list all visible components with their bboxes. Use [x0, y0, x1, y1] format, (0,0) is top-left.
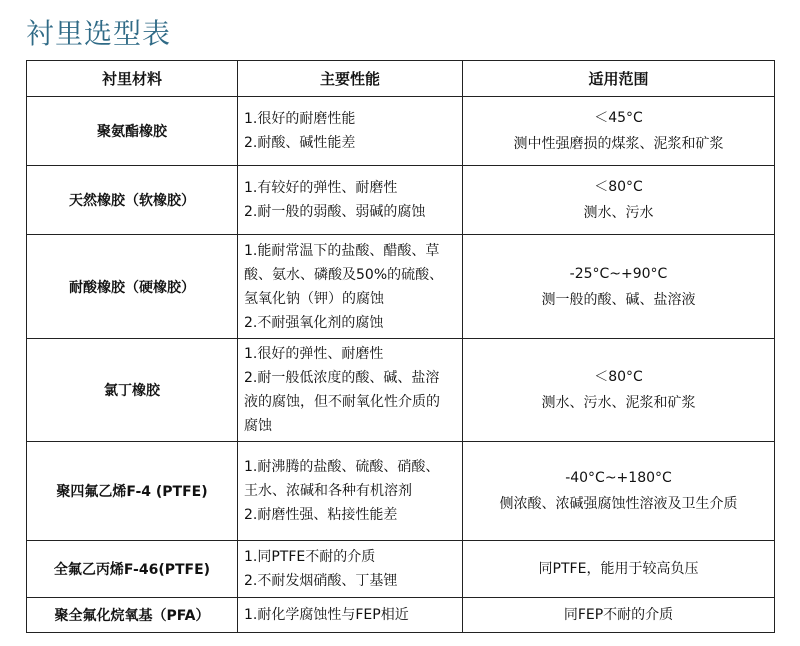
- usage-line: 同FEP不耐的介质: [563, 607, 674, 623]
- material-cell: 耐酸橡胶（硬橡胶）: [27, 235, 238, 339]
- table-row: [27, 541, 775, 598]
- performance-cell: [238, 442, 463, 541]
- material-cell: 聚四氟乙烯F-4 (PTFE): [27, 442, 238, 541]
- performance-cell: [238, 598, 463, 633]
- performance-cell: [238, 97, 463, 166]
- usage-line: 侧浓酸、浓碱强腐蚀性溶液及卫生介质: [499, 496, 738, 512]
- performance-line: 氢氧化钠（钾）的腐蚀: [244, 290, 384, 307]
- usage-temperature: -25°C~+90°C: [569, 265, 668, 282]
- performance-line: 酸、氨水、磷酸及50%的硫酸、: [244, 266, 444, 283]
- performance-line: 1.能耐常温下的盐酸、醋酸、草: [244, 242, 440, 259]
- lining-selection-table: [26, 60, 775, 633]
- usage-cell: [463, 541, 775, 598]
- performance-line: 1.有较好的弹性、耐磨性: [244, 180, 398, 196]
- usage-line: 同PTFE，能用于较高负压: [538, 561, 699, 577]
- material-cell: 全氟乙丙烯F-46(PTFE): [27, 541, 238, 598]
- performance-line: 2.耐磨性强、粘接性能差: [244, 507, 398, 523]
- performance-line: 1.耐沸腾的盐酸、硫酸、硝酸、: [244, 459, 440, 475]
- usage-temperature: ＜45°C: [594, 110, 643, 126]
- usage-cell: [463, 97, 775, 166]
- performance-line: 1.很好的弹性、耐磨性: [244, 346, 384, 362]
- usage-temperature: ＜80°C: [594, 369, 643, 385]
- table-row: [27, 598, 775, 633]
- performance-line: 2.不耐发烟硝酸、丁基锂: [244, 573, 398, 589]
- performance-line: 液的腐蚀，但不耐氧化性介质的: [244, 394, 440, 410]
- usage-temperature: -40°C~+180°C: [565, 470, 672, 486]
- performance-line: 王水、浓碱和各种有机溶剂: [244, 483, 412, 499]
- header-material: 衬里材料: [27, 61, 238, 97]
- material-cell: 聚全氟化烷氧基（PFA）: [27, 598, 238, 633]
- performance-line: 1.很好的耐磨性能: [244, 111, 356, 127]
- table-row: [27, 339, 775, 442]
- table-row: [27, 235, 775, 339]
- usage-line: 测水、污水: [583, 205, 654, 221]
- performance-line: 1.同PTFE不耐的介质: [244, 549, 376, 565]
- header-performance: 主要性能: [238, 61, 463, 97]
- usage-cell: [463, 442, 775, 541]
- material-cell: 天然橡胶（软橡胶）: [27, 166, 238, 235]
- usage-temperature: ＜80°C: [594, 179, 643, 195]
- performance-line: 2.耐一般的弱酸、弱碱的腐蚀: [244, 204, 426, 220]
- usage-line: 测水、污水、泥浆和矿浆: [541, 395, 696, 411]
- usage-line: 测中性强磨损的煤浆、泥浆和矿浆: [513, 136, 724, 152]
- performance-line: 1.耐化学腐蚀性与FEP相近: [244, 607, 409, 623]
- table-row: [27, 442, 775, 541]
- page-title: 衬里选型表: [26, 17, 172, 50]
- performance-cell: [238, 235, 463, 339]
- performance-line: 2.耐一般低浓度的酸、碱、盐溶: [244, 370, 440, 386]
- usage-cell: [463, 598, 775, 633]
- usage-cell: [463, 166, 775, 235]
- usage-cell: [463, 339, 775, 442]
- performance-cell: [238, 541, 463, 598]
- performance-line: 腐蚀: [244, 418, 272, 434]
- performance-cell: [238, 166, 463, 235]
- header-usage: 适用范围: [463, 61, 775, 97]
- table-row: [27, 97, 775, 166]
- material-cell: 氯丁橡胶: [27, 339, 238, 442]
- performance-line: 2.耐酸、碱性能差: [244, 135, 356, 151]
- usage-cell: [463, 235, 775, 339]
- table-header-row: [27, 61, 775, 97]
- performance-cell: [238, 339, 463, 442]
- material-cell: 聚氨酯橡胶: [27, 97, 238, 166]
- table-row: [27, 166, 775, 235]
- performance-line: 2.不耐强氧化剂的腐蚀: [244, 314, 384, 331]
- usage-line: 测一般的酸、碱、盐溶液: [541, 291, 696, 308]
